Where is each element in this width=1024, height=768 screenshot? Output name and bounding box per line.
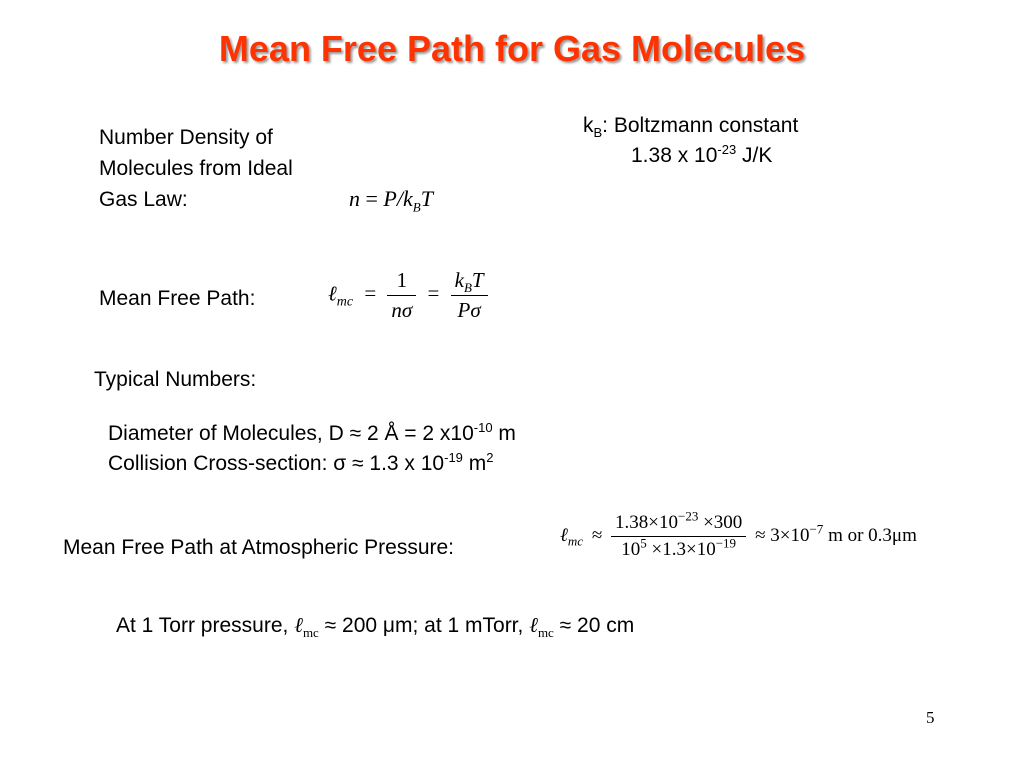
boltzmann-note <box>583 110 798 141</box>
torr-sub-2: mc <box>537 625 554 641</box>
atm-numerator <box>611 508 746 537</box>
typical-heading: Typical Numbers: <box>94 368 257 391</box>
density-formula-lhs: n <box>349 186 360 211</box>
atm-sub: mc <box>567 533 584 549</box>
torr-line <box>116 610 634 641</box>
boltzmann-symbol: k <box>583 114 594 137</box>
mfp-frac2-t: T <box>471 268 484 292</box>
density-formula-p: P/k <box>383 186 413 211</box>
diameter-text: Diameter of Molecules, D ≈ 2 Å = 2 x10 <box>108 422 474 445</box>
mfp-fraction-2 <box>451 268 488 323</box>
atm-den-a: 10 <box>621 539 641 560</box>
torr-ell-2: ℓ <box>529 613 538 637</box>
page-number: 5 <box>926 708 935 727</box>
mfp-formula <box>328 268 488 323</box>
density-label <box>99 122 293 215</box>
mfp-frac2-k: k <box>454 268 464 292</box>
slide-title: Mean Free Path for Gas Molecules <box>218 28 806 69</box>
boltzmann-value-prefix: 1.38 x 10 <box>631 144 718 167</box>
atm-num-a: 1.38×10 <box>615 512 678 533</box>
cross-section-line <box>108 448 493 479</box>
density-formula <box>349 186 433 215</box>
boltzmann-label: : Boltzmann constant <box>602 114 799 137</box>
mfp-eq-2: = <box>427 281 440 306</box>
atm-num-b: ×300 <box>698 512 743 533</box>
torr-end: ≈ 20 cm <box>553 614 635 637</box>
mfp-frac1-den: nσ <box>391 298 413 322</box>
atm-num-exp: −23 <box>678 508 699 524</box>
atm-label: Mean Free Path at Atmospheric Pressure: <box>63 536 455 559</box>
boltzmann-sub: B <box>593 125 603 141</box>
boltzmann-value-exp: -23 <box>717 142 737 157</box>
diameter-unit: m <box>492 422 516 445</box>
cross-section-unit-exp: 2 <box>486 450 494 465</box>
atm-den-exp2: −19 <box>715 535 737 551</box>
density-formula-sub: B <box>412 199 421 215</box>
density-label-line: Molecules from Ideal <box>99 157 293 180</box>
diameter-line <box>108 418 516 449</box>
atm-denominator <box>611 537 746 561</box>
density-label-line: Number Density of <box>99 126 273 149</box>
atm-fraction <box>611 508 746 561</box>
mfp-eq-1: = <box>364 281 377 306</box>
atm-den-exp: 5 <box>640 535 647 551</box>
mfp-frac2-sub: B <box>463 280 472 296</box>
atm-formula <box>560 508 917 561</box>
mfp-ell: ℓ <box>328 281 337 306</box>
cross-section-unit: m <box>462 452 487 475</box>
mfp-frac2-num <box>451 268 488 296</box>
torr-sub: mc <box>302 625 319 641</box>
atm-result-b: m or 0.3μm <box>823 524 917 546</box>
atm-den-b: ×1.3×10 <box>646 539 716 560</box>
atm-ell: ℓ <box>560 524 568 546</box>
atm-approx: ≈ <box>591 524 603 546</box>
cross-section-text: Collision Cross-section: σ ≈ 1.3 x 10 <box>108 452 445 475</box>
boltzmann-value-unit: J/K <box>736 144 773 167</box>
mfp-frac1-num: 1 <box>387 268 416 296</box>
mfp-sub: mc <box>336 294 354 310</box>
mfp-fraction-1 <box>387 268 416 323</box>
density-label-line: Gas Law: <box>99 188 188 211</box>
cross-section-exp: -19 <box>444 450 463 465</box>
torr-ell: ℓ <box>294 613 303 637</box>
torr-mid: ≈ 200 μm; at 1 mTorr, <box>318 614 530 637</box>
boltzmann-value <box>631 140 772 171</box>
torr-prefix: At 1 Torr pressure, <box>116 614 295 637</box>
density-formula-eq: = <box>360 186 384 211</box>
atm-result-a: ≈ 3×10 <box>755 524 810 546</box>
density-formula-t: T <box>420 186 433 211</box>
mfp-label: Mean Free Path: <box>99 287 256 310</box>
diameter-exp: -10 <box>473 420 493 435</box>
mfp-frac2-den: Pσ <box>457 298 481 322</box>
atm-result-exp: −7 <box>809 521 824 537</box>
